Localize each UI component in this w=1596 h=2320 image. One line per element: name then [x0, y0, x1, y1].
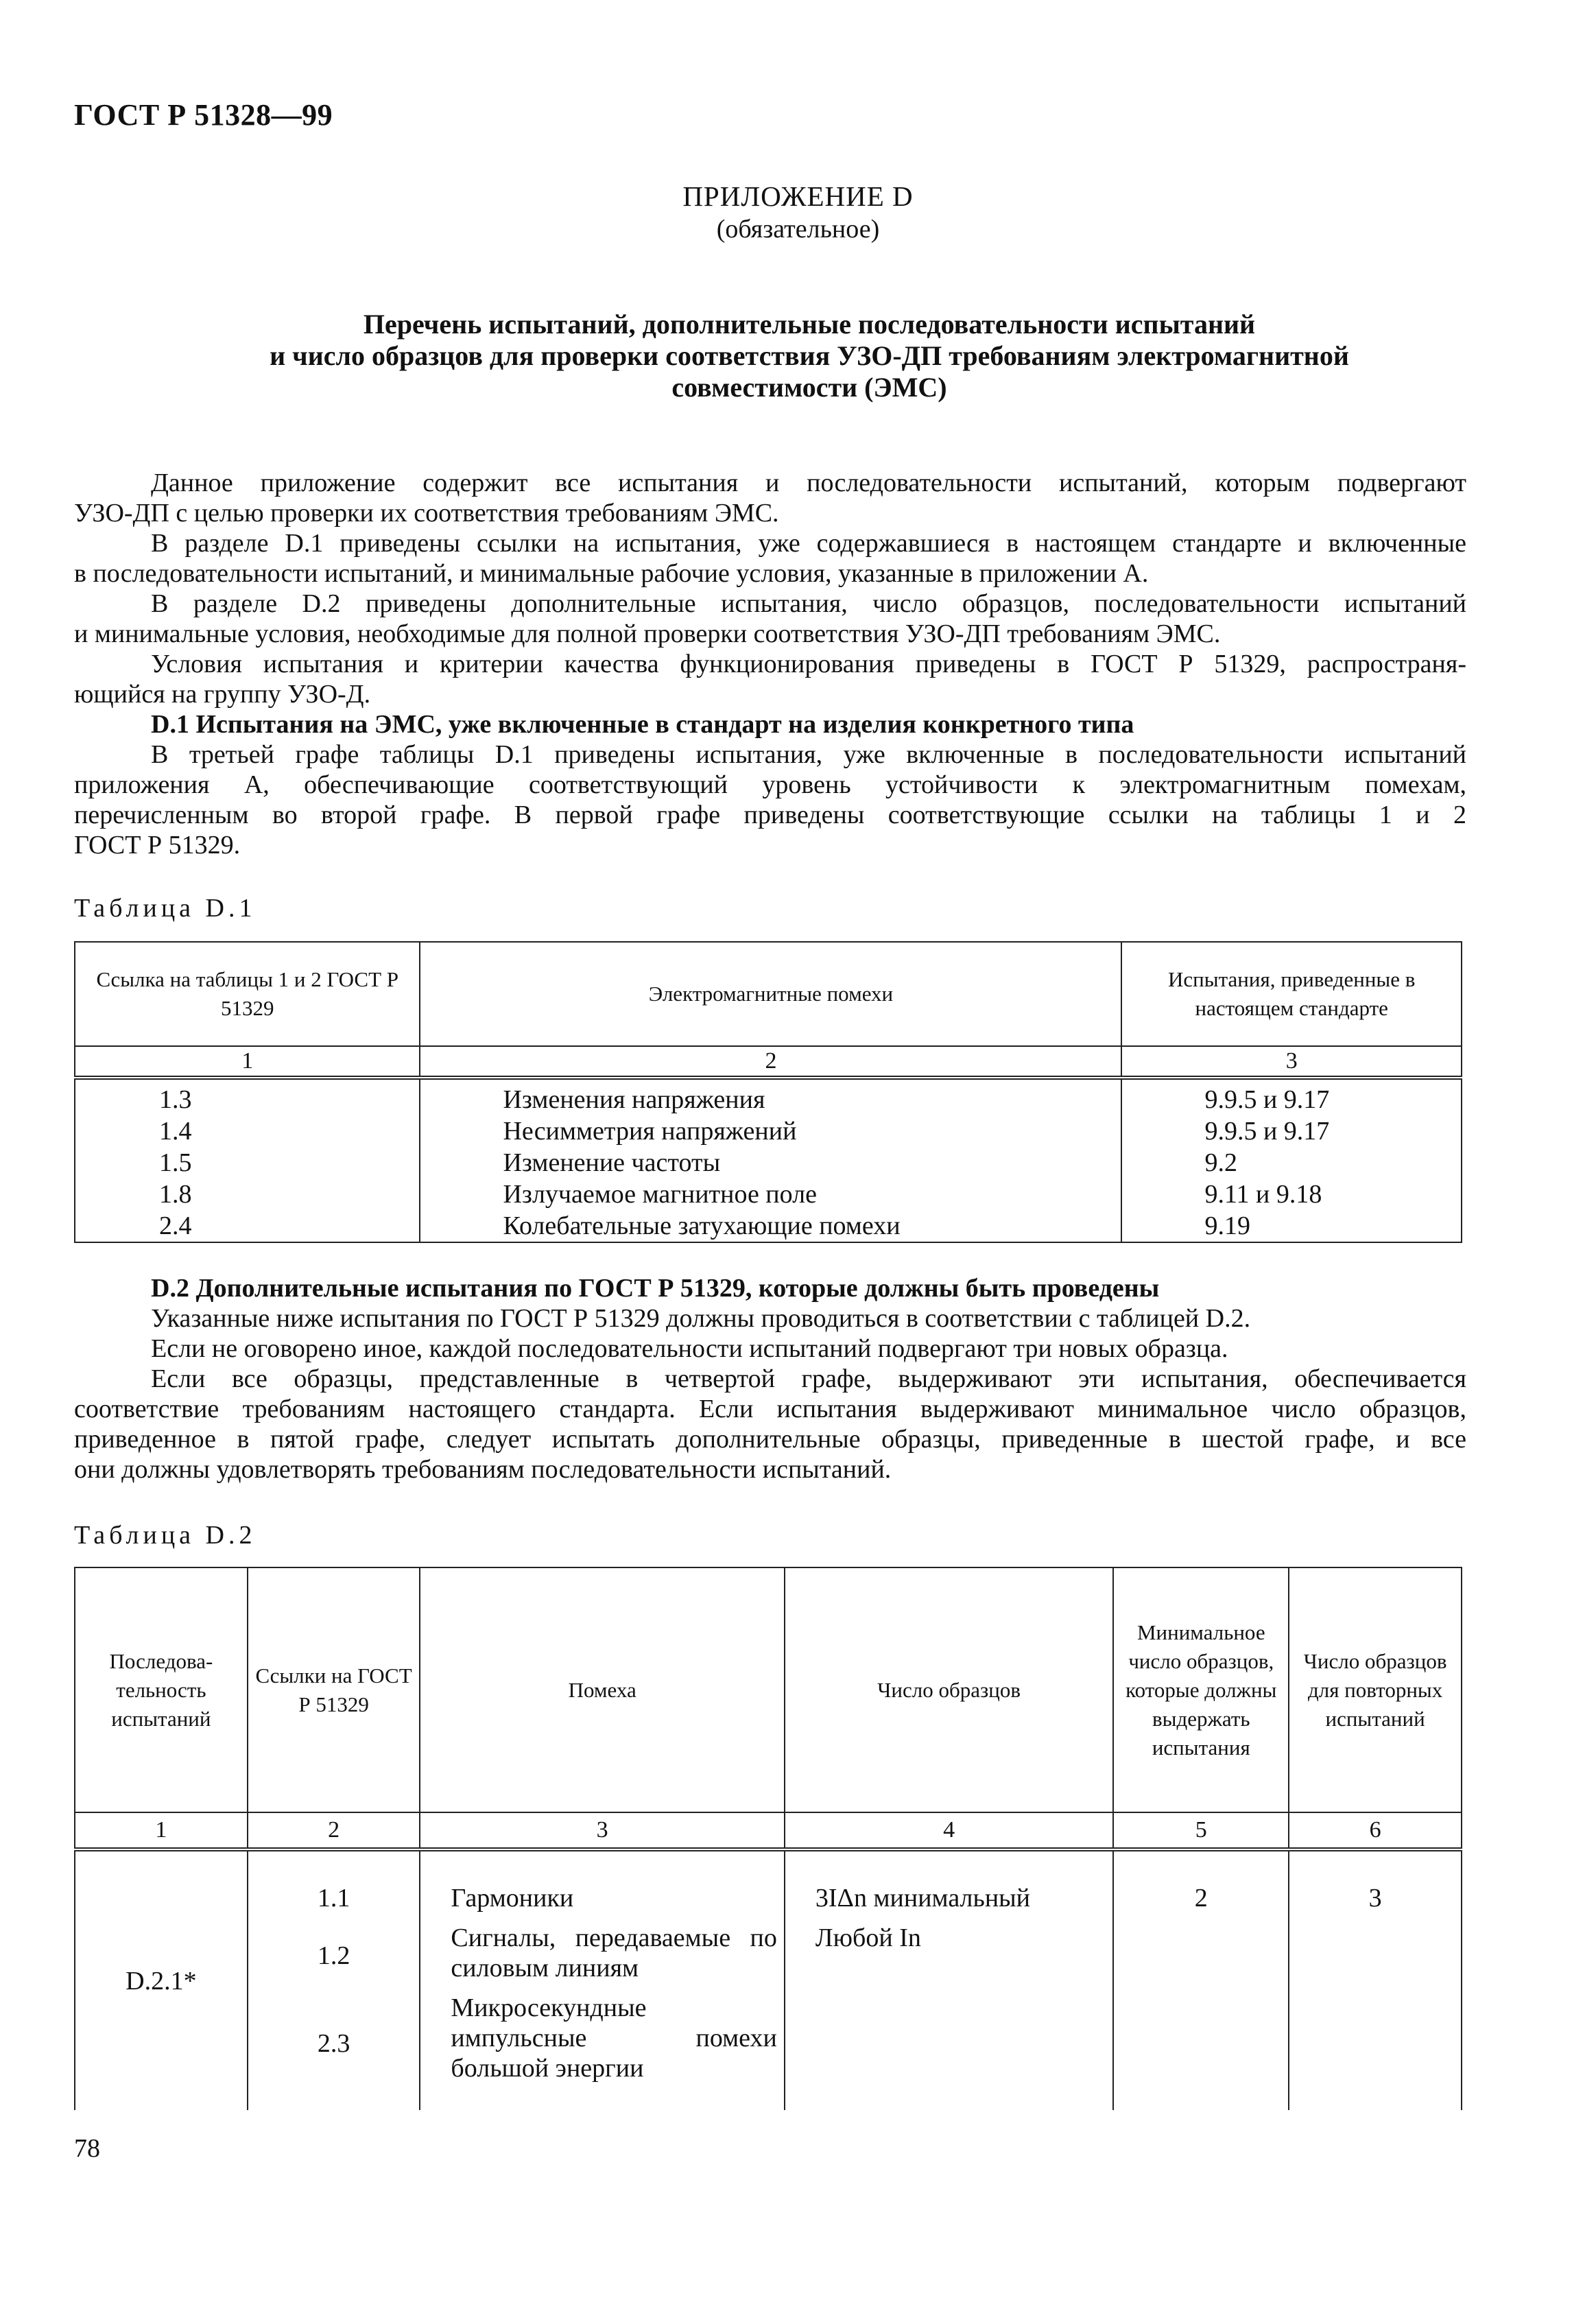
table-header-cell: Минимальное число образцов, которые должны выдержать испытания [1113, 1567, 1289, 1812]
ref-value: 2.3 [317, 2029, 350, 2058]
paragraph-line: ГОСТ Р 51329. [74, 831, 241, 860]
table-cell: 9.11 и 9.18 [1204, 1180, 1322, 1209]
section-d2-heading-text: D.2 Дополнительные испытания по ГОСТ Р 51329, которые должны быть проведены [151, 1274, 1160, 1303]
paragraph-line: приведенное в пятой графе, следует испытать дополнительные образцы, приведенные в шестой графе, и все [74, 1425, 1466, 1454]
section-d2-heading [74, 1273, 1466, 1303]
table-cell: Несимметрия напряжений [503, 1117, 797, 1146]
column-number: 3 [420, 1812, 784, 1849]
table-cell: 1.4 [159, 1117, 192, 1146]
heading-line: совместимости (ЭМС) [671, 372, 947, 403]
table-cell: 1.5 [159, 1148, 192, 1177]
table-cell: 1.3 [159, 1085, 192, 1114]
table-cell: Изменения напряжения [503, 1085, 765, 1114]
refs-cell [248, 1849, 420, 2110]
samples-item: Любой In [815, 1924, 921, 1952]
column-number: 5 [1113, 1812, 1289, 1849]
column-number: 3 [1121, 1046, 1462, 1078]
table-cell: 9.9.5 и 9.17 [1204, 1117, 1330, 1146]
appendix-heading [206, 309, 1413, 403]
paragraph-line: Указанные ниже испытания по ГОСТ Р 51329 должны проводиться в соответствии с таблицей D.2. [151, 1304, 1251, 1333]
table-cell: Излучаемое магнитное поле [503, 1180, 817, 1209]
column-number: 1 [75, 1812, 248, 1849]
paragraph-line: Если не оговорено иное, каждой последовательности испытаний подвергают три новых образца. [151, 1334, 1228, 1363]
table-tests-column [1121, 1078, 1462, 1242]
table-header-cell: Испытания, приведенные в настоящем стандарте [1121, 942, 1462, 1046]
paragraph-line: они должны удовлетворять требованиям последовательности испытаний. [74, 1455, 892, 1484]
table-d2 [74, 1567, 1462, 2110]
ref-value: 1.1 [317, 1884, 350, 1913]
column-number: 2 [248, 1812, 420, 1849]
table-header-cell: Ссылка на таблицы 1 и 2 ГОСТ Р 51329 [75, 942, 420, 1046]
column-number: 6 [1289, 1812, 1462, 1849]
table-header-row [75, 942, 1462, 1046]
paragraph-line: Данное приложение содержит все испытания и последовательности испытаний, которым подвергают [151, 469, 1466, 497]
paragraph-line: В разделе D.2 приведены дополнительные испытания, число образцов, последовательности испытаний [151, 589, 1466, 618]
table-cell: 2.4 [159, 1211, 192, 1240]
sequence-cell: D.2.1* [75, 1849, 248, 2110]
section-d1-heading [74, 709, 1466, 739]
table-cell: Изменение частоты [503, 1148, 721, 1177]
appendix-title: ПРИЛОЖЕНИЕ D [682, 180, 914, 212]
paragraph-line: и минимальные условия, необходимые для полной проверки соответствия УЗО-ДП требованиям ЭМС. [74, 619, 1221, 648]
table-header-cell: Число образцов [785, 1567, 1113, 1812]
interference-item: Гармоники [451, 1884, 574, 1913]
paragraph-line: приложения А, обеспечивающие соответствующий уровень устойчивости к электромагнитным помехам, [74, 770, 1466, 799]
table-header-cell: Помеха [420, 1567, 784, 1812]
interference-cell [420, 1849, 784, 2110]
ref-value: 1.2 [317, 1941, 350, 1970]
table-cell: 9.2 [1204, 1148, 1237, 1177]
table-header-row [75, 1567, 1462, 1812]
column-number: 2 [420, 1046, 1121, 1078]
table-header-cell: Число образцов для повторных испытаний [1289, 1567, 1462, 1812]
paragraph-line: УЗО-ДП с целью проверки их соответствия требованиям ЭМС. [74, 499, 779, 528]
min-samples-cell: 2 [1113, 1849, 1289, 2110]
samples-cell [785, 1849, 1113, 2110]
table-header-cell: Ссылки на ГОСТ Р 51329 [248, 1567, 420, 1812]
table-column-numbers [75, 1812, 1462, 1849]
paragraph-line: ющийся на группу УЗО-Д. [74, 680, 371, 709]
paragraph-line: В разделе D.1 приведены ссылки на испытания, уже содержавшиеся в настоящем стандарте и включенные [151, 529, 1466, 558]
table-row [75, 1849, 1462, 2110]
paragraph-line: соответствие требованиям настоящего стандарта. Если испытания выдерживают минимальное число образцов, [74, 1395, 1466, 1423]
retest-samples-cell: 3 [1289, 1849, 1462, 2110]
table-cell: 9.19 [1204, 1211, 1250, 1240]
table-header-cell: Последова-тельность испытаний [75, 1567, 248, 1812]
table-cell: Колебательные затухающие помехи [503, 1211, 901, 1240]
heading-line: Перечень испытаний, дополнительные последовательности испытаний [363, 309, 1256, 340]
table-header-cell: Электромагнитные помехи [420, 942, 1121, 1046]
table-refs-column [75, 1078, 420, 1242]
table-interference-column [420, 1078, 1121, 1242]
column-number: 1 [75, 1046, 420, 1078]
section-d1-heading-text: D.1 Испытания на ЭМС, уже включенные в стандарт на изделия конкретного типа [151, 710, 1134, 739]
paragraph-line: перечисленным во второй графе. В первой графе приведены соответствующие ссылки на таблицы 1 и 2 [74, 801, 1466, 829]
interference-item: Сигналы, передаваемые по силовым линиям [451, 1924, 777, 1982]
body-text-upper [74, 468, 1466, 860]
paragraph-line: в последовательности испытаний, и минимальные рабочие условия, указанные в приложении А. [74, 559, 1149, 588]
table-cell: 9.9.5 и 9.17 [1204, 1085, 1330, 1114]
paragraph-line: В третьей графе таблицы D.1 приведены испытания, уже включенные в последовательности испытаний [151, 740, 1466, 769]
interference-item: Микросекундные импульсные помехи большой энергии [451, 1993, 777, 2083]
heading-line: и число образцов для проверки соответствия УЗО-ДП требованиям электромагнитной [270, 340, 1349, 371]
document-code: ГОСТ Р 51328—99 [74, 98, 333, 132]
table-d1 [74, 941, 1462, 1243]
table-body [75, 1078, 1462, 1242]
appendix-note: (обязательное) [716, 215, 880, 244]
page-number: 78 [74, 2134, 100, 2163]
body-text-lower [74, 1273, 1466, 1484]
table-column-numbers [75, 1046, 1462, 1078]
samples-item: 3IΔn минимальный [815, 1884, 1031, 1913]
paragraph-line: Условия испытания и критерии качества функционирования приведены в ГОСТ Р 51329, распространя- [151, 650, 1466, 678]
column-number: 4 [785, 1812, 1113, 1849]
table-d1-caption: Таблица D.1 [74, 894, 257, 923]
table-d2-caption: Таблица D.2 [74, 1521, 257, 1550]
paragraph-line: Если все образцы, представленные в четвертой графе, выдерживают эти испытания, обеспечивается [151, 1364, 1466, 1393]
table-cell: 1.8 [159, 1180, 192, 1209]
